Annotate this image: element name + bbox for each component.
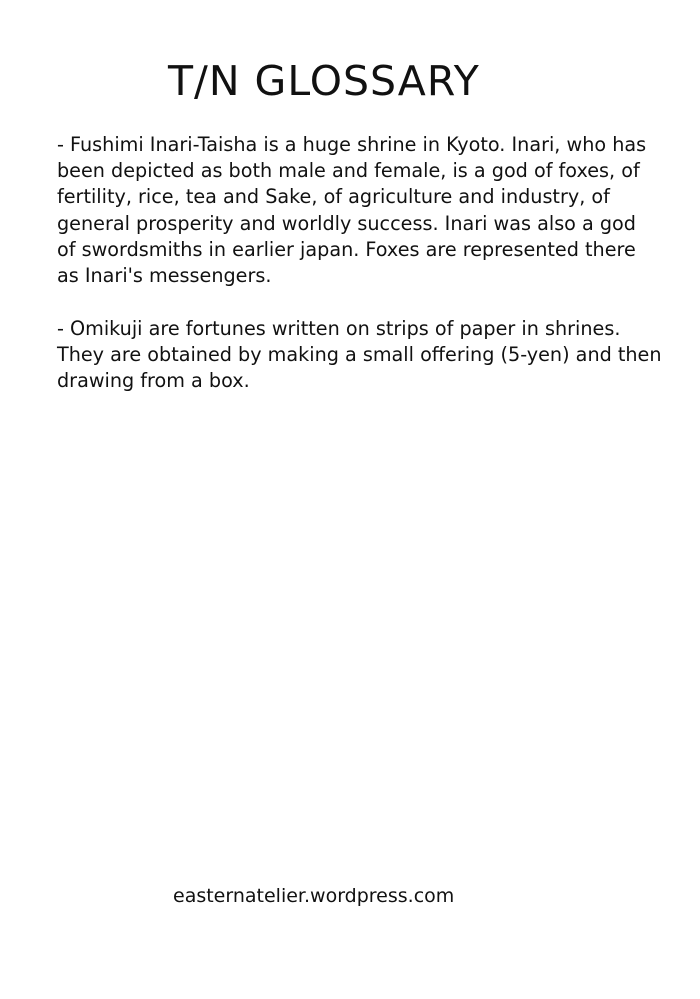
glossary-note-omikuji [57,316,697,395]
note-line: of swordsmiths in earlier japan. Foxes are represented there [57,237,636,261]
note-line: - Omikuji are fortunes written on strips of paper in shrines. [57,317,621,340]
note-line: as Inari's messengers. [57,263,272,287]
site-credit: easternatelier.wordpress.com [173,885,455,907]
note-line: - Fushimi Inari-Taisha is a huge shrine in Kyoto. Inari, who has [57,133,647,156]
note-line: fertility, rice, tea and Sake, of agriculture and industry, of [57,185,610,209]
glossary-note-fushimi-inari [57,132,697,289]
note-line: drawing from a box. [57,369,250,393]
note-line: been depicted as both male and female, is a god of foxes, of [57,159,640,183]
note-line: They are obtained by making a small offering (5-yen) and then [57,343,662,367]
note-line: general prosperity and worldly success. Inari was also a god [57,211,636,235]
page-title: T/N GLOSSARY [168,57,480,105]
